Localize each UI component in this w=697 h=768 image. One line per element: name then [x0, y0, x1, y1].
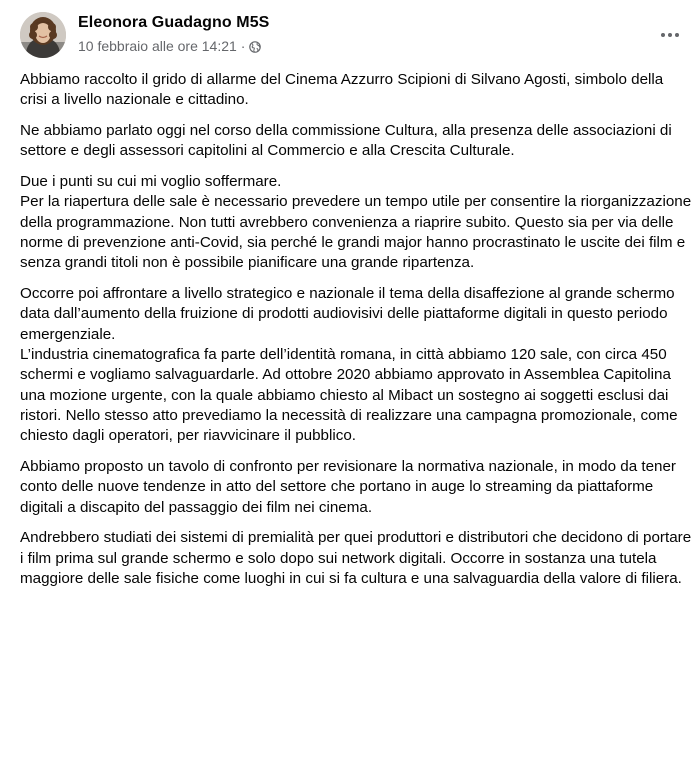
post-paragraph: Abbiamo proposto un tavolo di confronto per revisionare la normativa nazionale, in modo da tener conto delle nuove tendenze in atto del settore che portano in auge lo streaming da piattaforme digitali a discapito del passaggio dei film nei cinema. [20, 458, 676, 516]
profile-photo [20, 12, 66, 58]
avatar[interactable] [20, 12, 66, 58]
more-options-icon [675, 33, 679, 37]
globe-icon [249, 40, 261, 52]
post-body [20, 70, 692, 600]
post-paragraph: Abbiamo raccolto il grido di allarme del Cinema Azzurro Scipioni di Silvano Agosti, simbolo della crisi a livello nazionale e cittadino. [20, 71, 664, 109]
more-options-icon [668, 33, 672, 37]
post-header [20, 12, 685, 60]
meta-separator: · [240, 38, 246, 54]
post-paragraph: Due i punti su cui mi voglio soffermare. Per la riapertura delle sale è necessario prevedere un tempo utile per consentire la riorganizzazione della programmazione. Non tutti avrebbero convenienza a riaprire subito. Questo sia per via delle norme di prevenzione anti-Covid, sia perché le grandi major hanno procrastinato le uscite dei film e senza grandi titoli non è possibile pianificare una grande ripartenza. [20, 173, 692, 272]
post-paragraph: Ne abbiamo parlato oggi nel corso della commissione Cultura, alla presenza delle associazioni di settore e degli assessori capitolini al Commercio e alla Crescita Culturale. [20, 122, 672, 160]
post-paragraph: Andrebbero studiati dei sistemi di premialità per quei produttori e distributori che decidono di portare i film prima sul grande schermo e solo dopo sui network digitali. Occorre in sostanza una tutela maggiore delle sale fisiche come luoghi in cui si fa cultura e una salvaguardia della valore di filiera. [20, 529, 692, 588]
more-options-icon [661, 33, 665, 37]
post-timestamp[interactable]: 10 febbraio alle ore 14:21 [78, 38, 237, 54]
post-paragraph: Occorre poi affrontare a livello strategico e nazionale il tema della disaffezione al grande schermo data dall’aumento della fruizione di prodotti audiovisivi delle piattaforme digitali in questo periodo emergenziale. L’industria cinematografica fa parte dell’identità romana, in città abbiamo 120 sale, con circa 450 schermi e vogliamo salvaguardarle. Ad ottobre 2020 abbiamo approvato in Assemblea Capitolina una mozione urgente, con la quale abbiamo chiesto al Mibact un sostegno ai soggetti esclusi dai ristori. Nello stesso atto prevediamo la necessità di realizzare una campagna promozionale, come chiesto dagli operatori, per riavvicinare il pubblico. [20, 285, 678, 445]
more-options-button[interactable] [657, 22, 683, 48]
post-meta [78, 38, 261, 54]
author-name[interactable]: Eleonora Guadagno M5S [78, 14, 270, 31]
